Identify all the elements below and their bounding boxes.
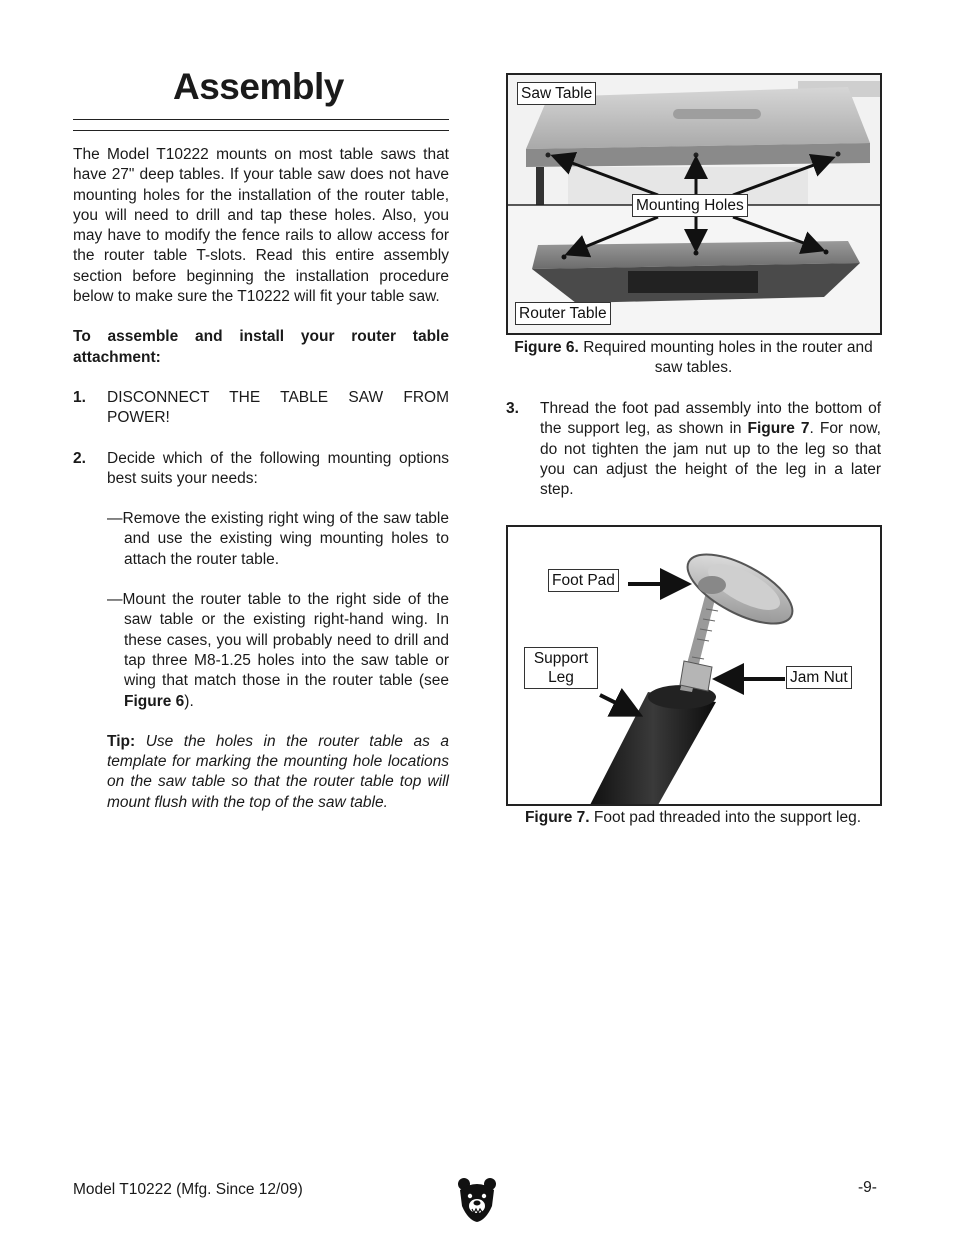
foot-pad-label: Foot Pad — [548, 569, 619, 592]
figure-7-caption-text: Foot pad threaded into the support leg. — [593, 809, 862, 826]
intro-paragraph: The Model T10222 mounts on most table saws that have 27" deep tables. If your table saw does not have mounting holes for the installation of the router table, you will need to drill and tap these holes. Also, you may have to modify the fence rails to allow access for the router table T-slots. Read this entire assembly section before beginning the installation procedure below to make sure the T10222 will fit your table saw. — [73, 146, 449, 306]
title-rule-bottom — [73, 130, 449, 131]
procedure-heading: To assemble and install your router table attachment: — [73, 328, 449, 366]
page-number: -9- — [858, 1179, 877, 1196]
figure-7-reference: Figure 7 — [747, 420, 810, 438]
title-rule-top — [73, 119, 449, 120]
option-mount-right-side — [107, 590, 449, 712]
step-text: Decide which of the following mounting options best suits your needs: — [107, 449, 449, 487]
step-1 — [73, 388, 449, 429]
figure-7-caption-label: Figure 7. — [524, 809, 590, 826]
jam-nut-label: Jam Nut — [786, 666, 852, 689]
footer-model: Model T10222 (Mfg. Since 12/09) — [73, 1181, 303, 1198]
option-text-end: ). — [184, 692, 194, 710]
support-leg-label-line1: Support — [533, 650, 589, 667]
step-2 — [73, 449, 449, 490]
right-column — [506, 399, 881, 500]
figure-6-caption — [506, 338, 881, 378]
router-table-label: Router Table — [515, 302, 611, 325]
page-title: Assembly — [173, 66, 344, 107]
tip-block — [107, 732, 449, 813]
saw-table-label: Saw Table — [517, 82, 596, 105]
figure-6 — [506, 73, 882, 335]
step-number: 2. — [73, 449, 86, 467]
grizzly-bear-logo-icon — [456, 1176, 498, 1222]
left-column — [73, 145, 449, 813]
option-remove-wing: —Remove the existing right wing of the saw table and use the existing wing mounting holes to attach the router table. — [107, 510, 449, 568]
option-text: —Mount the router table to the right side of the saw table or the existing right-hand wing. In these cases, you will probably need to drill and tap three M8-1.25 holes into the saw table or wing that match those in the router table (see — [107, 591, 449, 690]
step-text-end: . For now, do not tighten the jam nut up to the leg so that you can adjust the height of the leg in a later step. — [540, 420, 881, 499]
figure-6-caption-label: Figure 6. — [514, 339, 579, 356]
tip-text: Use the holes in the router table as a template for marking the mounting hole locations on the saw table so that the router table top will mount flush with the top of the saw table. — [107, 732, 449, 811]
figure-7 — [506, 525, 882, 806]
step-text: DISCONNECT THE TABLE SAW FROM POWER! — [107, 388, 449, 427]
mounting-holes-label: Mounting Holes — [632, 194, 748, 217]
figure-6-caption-text: Required mounting holes in the router and saw tables. — [583, 339, 873, 376]
step-text: Thread the foot pad assembly into the bottom of the support leg, as shown in — [540, 400, 881, 438]
figure-7-caption — [504, 808, 882, 828]
step-number: 1. — [73, 388, 86, 406]
figure-6-reference: Figure 6 — [124, 692, 185, 710]
support-leg-label — [524, 647, 598, 689]
step-3 — [506, 399, 881, 500]
support-leg-label-line2: Leg — [548, 669, 574, 686]
tip-label: Tip: — [107, 732, 136, 750]
step-number: 3. — [506, 400, 519, 417]
